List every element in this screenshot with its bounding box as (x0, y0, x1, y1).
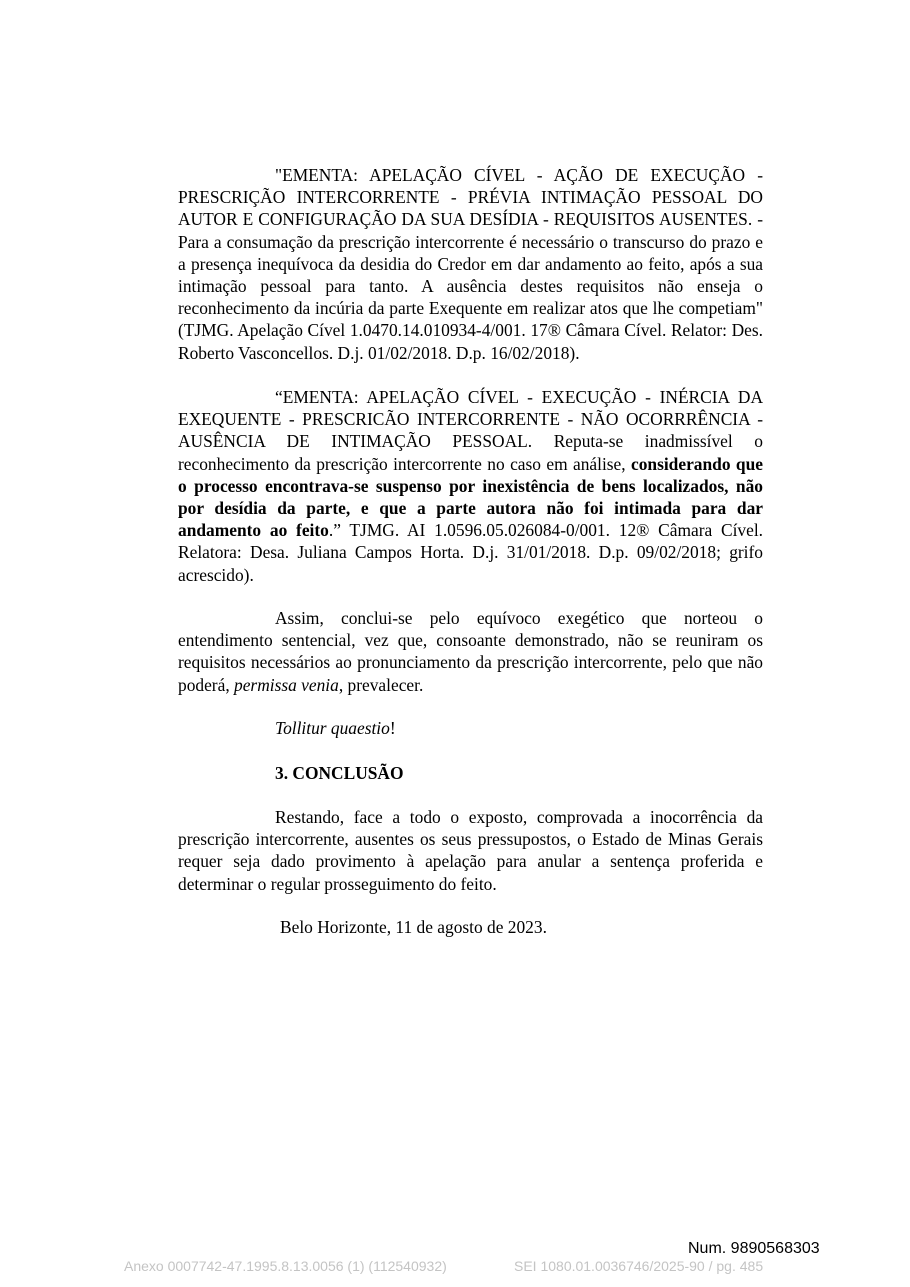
assim-italic-phrase: permissa venia (234, 674, 339, 695)
footer-anexo-reference: Anexo 0007742-47.1995.8.13.0056 (1) (112540932) (124, 1258, 447, 1274)
footer-sei-reference: SEI 1080.01.0036746/2025-90 / pg. 485 (514, 1258, 764, 1274)
ementa-quote-2 (178, 386, 763, 586)
conclusao-text: Restando, face a todo o exposto, comprovada a inocorrência da prescrição intercorrente, ausentes os seus pressupostos, o Estado de Minas Gerais requer seja dado provimento à apelação para anular a sentença proferida e determinar o regular prosseguimento do feito. (178, 807, 763, 894)
ementa-2-bold-emphasis: considerando que o processo encontrava-se suspenso por inexistência de bens localizados, não por desídia da parte, e que a parte autora não foi intimada para dar andamento ao feito (178, 453, 763, 541)
ementa-1-text: "EMENTA: APELAÇÃO CÍVEL - AÇÃO DE EXECUÇÃO - PRESCRIÇÃO INTERCORRENTE - PRÉVIA INTIMAÇÃO PESSOAL DO AUTOR E CONFIGURAÇÃO DA SUA DESÍDIA - REQUISITOS AUSENTES. - Para a consumação da prescrição intercorrente é necessário o transcurso do prazo e a presença inequívoca da desidia do Credor em dar andamento ao feito, após a sua intimação pessoal para tanto. A ausência destes requisitos não enseja o reconhecimento da incúria da parte Exequente em realizar atos que lhe competiam" (TJMG. Apelação Cível 1.0470.14.010934-4/001. 17® Câmara Cível. Relator: Des. Roberto Vasconcellos. D.j. 01/02/2018. D.p. 16/02/2018). (178, 165, 763, 363)
document-number: Num. 9890568303 (688, 1240, 820, 1257)
section-heading-conclusao (178, 762, 763, 784)
paragraph-conclusao (178, 806, 763, 895)
ementa-quote-1 (178, 164, 763, 364)
assim-text-start: Assim, conclui-se pelo equívoco exegético que norteou o entendimento sentencial, vez que, consoante demonstrado, não se reuniram os requisitos necessários ao pronunciamento da prescrição intercorrente, pelo que não poderá, (178, 608, 763, 695)
date-line (178, 916, 763, 938)
date-line-text: Belo Horizonte, 11 de agosto de 2023. (280, 917, 547, 937)
paragraph-assim (178, 607, 763, 696)
assim-text-end: , prevalecer. (338, 674, 424, 695)
tollitur-line (178, 717, 763, 739)
ementa-2-text-start: “EMENTA: APELAÇÃO CÍVEL - EXECUÇÃO - INÉRCIA DA EXEQUENTE - PRESCRICÃO INTERCORRENTE - NÃO OCORRRÊNCIA - AUSÊNCIA DE INTIMAÇÃO PESSOAL. Reputa-se inadmissível o reconhecimento da prescrição intercorrente no caso em análise, (178, 387, 763, 474)
ementa-2-text-end: .” TJMG. AI 1.0596.05.026084-0/001. 12® Câmara Cível. Relatora: Desa. Juliana Campos Horta. D.j. 31/01/2018. D.p. 09/02/2018; grifo acrescido). (178, 520, 764, 585)
tollitur-italic: Tollitur quaestio (275, 718, 390, 738)
conclusao-heading-text: 3. CONCLUSÃO (275, 763, 404, 783)
tollitur-suffix: ! (389, 718, 396, 738)
